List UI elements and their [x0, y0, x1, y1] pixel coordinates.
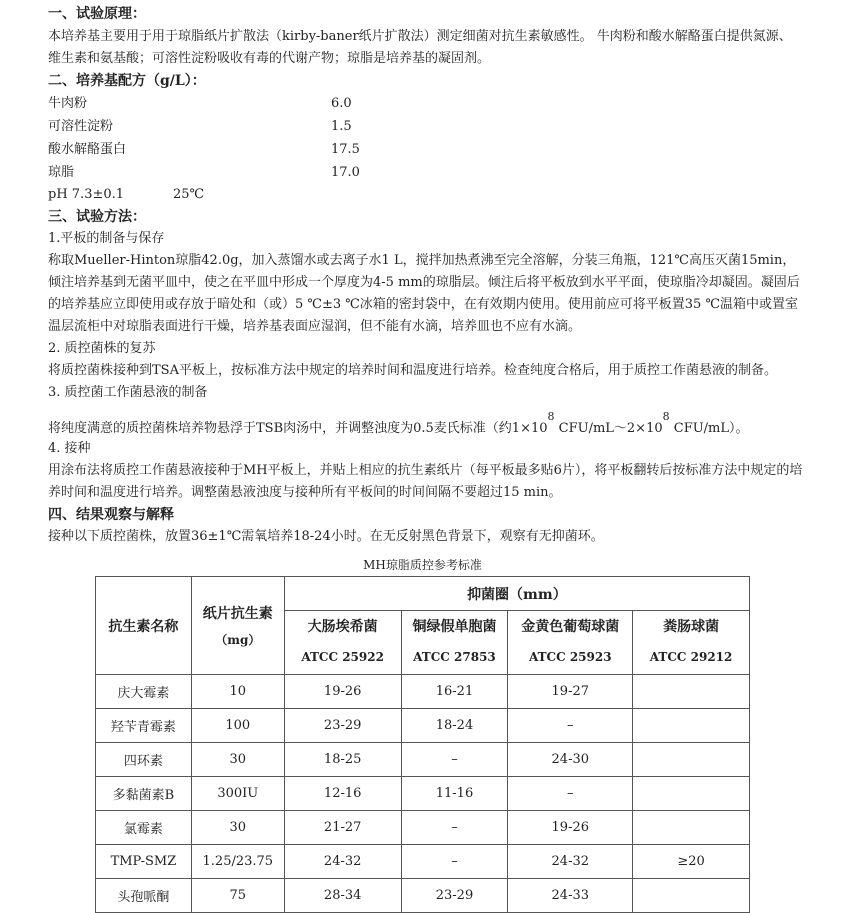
- disk-content: 75: [191, 879, 284, 913]
- exponent: 8: [547, 410, 555, 423]
- zone-value: 24-30: [508, 743, 633, 777]
- zone-value: 24-32: [508, 845, 633, 879]
- exponent: 8: [662, 410, 670, 423]
- table-row: [96, 675, 750, 709]
- disk-content: 1.25/23.75: [191, 845, 284, 879]
- formula-row: [48, 92, 808, 115]
- zone-value: [633, 743, 750, 777]
- zone-value: [633, 777, 750, 811]
- section3-heading: 三、试验方法：: [48, 209, 146, 225]
- antibiotic-name: 庆大霉素: [96, 675, 192, 709]
- zone-value: 16-21: [401, 675, 508, 709]
- header-zone: 抑菌圈（mm）: [284, 577, 749, 611]
- header-disk-label: 纸片抗生素: [202, 606, 273, 622]
- table-row: [96, 879, 750, 913]
- header-atcc: ATCC 29212: [633, 641, 750, 675]
- ph-line: [48, 184, 808, 206]
- table-row: [96, 709, 750, 743]
- zone-value: [633, 811, 750, 845]
- antibiotic-name: 头孢哌酮: [96, 879, 192, 913]
- header-strain: 金黄色葡萄球菌: [508, 611, 633, 641]
- step3-text-part: 将纯度满意的质控菌株培养物悬浮于TSB肉汤中，并调整浊度为0.5麦氏标准（约1×10: [48, 421, 548, 436]
- disk-content: 300IU: [191, 777, 284, 811]
- formula-list: [48, 92, 808, 184]
- zone-value: –: [401, 743, 508, 777]
- header-antibiotic: 抗生素名称: [96, 577, 192, 675]
- zone-value: –: [508, 777, 633, 811]
- zone-value: –: [401, 811, 508, 845]
- antibiotic-name: 四环素: [96, 743, 192, 777]
- zone-value: 19-26: [284, 675, 401, 709]
- disk-content: 10: [191, 675, 284, 709]
- zone-value: 18-25: [284, 743, 401, 777]
- disk-content: 30: [191, 811, 284, 845]
- disk-content: 30: [191, 743, 284, 777]
- header-strain: 粪肠球菌: [633, 611, 750, 641]
- zone-value: [633, 879, 750, 913]
- zone-value: 19-26: [508, 811, 633, 845]
- zone-value: 24-33: [508, 879, 633, 913]
- zone-value: 12-16: [284, 777, 401, 811]
- ingredient-name: 可溶性淀粉: [48, 119, 114, 134]
- step1-text: 称取Mueller-Hinton琼脂42.0g，加入蒸馏水或去离子水1 L，搅拌加热煮沸至完全溶解，分装三角瓶，121℃高压灭菌15min，倾注培养基到无菌平皿中，使之在平皿中形成一个厚度为4-5 mm的琼脂层。倾注后将平板放到水平平面，使琼脂冷却凝固。凝固后的培养基应立即使用或存放于暗处和（或）5 ℃±3 ℃冰箱的密封袋中，在有效期内使用。使用前应可将平板置35 ℃温箱中或置室温层流柜中对琼脂表面进行干燥，培养基表面应湿润，但不能有水滴，培养皿也不应有水滴。: [48, 253, 800, 334]
- document-body: [48, 0, 808, 548]
- zone-value: 21-27: [284, 811, 401, 845]
- step3-text: [48, 410, 808, 438]
- ingredient-value: 6.0: [331, 96, 352, 111]
- zone-value: 24-32: [284, 845, 401, 879]
- table-row: [96, 811, 750, 845]
- antibiotic-name: 氯霉素: [96, 811, 192, 845]
- header-atcc: ATCC 27853: [401, 641, 508, 675]
- table-row: [96, 845, 750, 879]
- header-atcc: ATCC 25922: [284, 641, 401, 675]
- ph-value: pH 7.3±0.1: [48, 187, 125, 202]
- step1-title: 1.平板的制备与保存: [48, 231, 165, 246]
- zone-value: ≥20: [633, 845, 750, 879]
- zone-value: 23-29: [401, 879, 508, 913]
- section1-heading: 一、试验原理：: [48, 6, 146, 22]
- ingredient-name: 琼脂: [48, 165, 75, 180]
- step4-title: 4. 接种: [48, 441, 91, 456]
- header-strain: 大肠埃希菌: [284, 611, 401, 641]
- step3-title: 3. 质控菌工作菌悬液的制备: [48, 385, 208, 400]
- zone-value: 19-27: [508, 675, 633, 709]
- ingredient-value: 17.5: [331, 142, 360, 157]
- zone-value: [633, 709, 750, 743]
- ingredient-value: 17.0: [331, 165, 360, 180]
- antibiotic-name: 羟苄青霉素: [96, 709, 192, 743]
- section4-text: 接种以下质控菌株，放置36±1℃需氧培养18-24小时。在无反射黑色背景下，观察有无抑菌环。: [48, 529, 604, 544]
- qc-reference-table: [95, 576, 750, 913]
- step2-text: 将质控菌株接种到TSA平板上，按标准方法中规定的培养时间和温度进行培养。检查纯度合格后，用于质控工作菌悬液的制备。: [48, 363, 777, 378]
- ingredient-name: 牛肉粉: [48, 96, 88, 111]
- zone-value: –: [401, 845, 508, 879]
- section4-heading: 四、结果观察与解释: [48, 507, 174, 523]
- zone-value: –: [508, 709, 633, 743]
- step2-title: 2. 质控菌株的复苏: [48, 341, 156, 356]
- table-row: [96, 743, 750, 777]
- section1-text: 本培养基主要用于用于琼脂纸片扩散法（kirby-baner纸片扩散法）测定细菌对抗生素敏感性。 牛肉粉和酸水解酪蛋白提供氮源、维生素和氨基酸；可溶性淀粉吸收有毒的代谢产物；琼脂是培养基的凝固剂。: [48, 29, 792, 66]
- step3-text-part: CFU/mL～2×10: [554, 421, 663, 436]
- ph-temperature: 25℃: [173, 187, 205, 202]
- disk-content: 100: [191, 709, 284, 743]
- ingredient-value: 1.5: [331, 119, 352, 134]
- header-disk-unit: （mg）: [215, 633, 261, 647]
- header-atcc: ATCC 25923: [508, 641, 633, 675]
- header-disk: [191, 577, 284, 675]
- step4-text: 用涂布法将质控工作菌悬液接种于MH平板上，并贴上相应的抗生素纸片（每平板最多贴6片），将平板翻转后按标准方法中规定的培养时间和温度进行培养。调整菌悬液浊度与接种所有平板间的时间间隔不要超过15 min。: [48, 463, 803, 500]
- formula-row: [48, 138, 808, 161]
- zone-value: 28-34: [284, 879, 401, 913]
- formula-row: [48, 161, 808, 184]
- table-caption: MH琼脂质控参考标准: [363, 558, 482, 572]
- zone-value: 18-24: [401, 709, 508, 743]
- antibiotic-name: TMP-SMZ: [96, 845, 192, 879]
- step3-text-part: CFU/mL）。: [669, 421, 749, 436]
- ingredient-name: 酸水解酪蛋白: [48, 142, 127, 157]
- header-strain: 铜绿假单胞菌: [401, 611, 508, 641]
- formula-row: [48, 115, 808, 138]
- zone-value: [633, 675, 750, 709]
- antibiotic-name: 多黏菌素B: [96, 777, 192, 811]
- zone-value: 11-16: [401, 777, 508, 811]
- zone-value: 23-29: [284, 709, 401, 743]
- section2-heading: 二、培养基配方（g/L）：: [48, 73, 206, 89]
- table-row: [96, 777, 750, 811]
